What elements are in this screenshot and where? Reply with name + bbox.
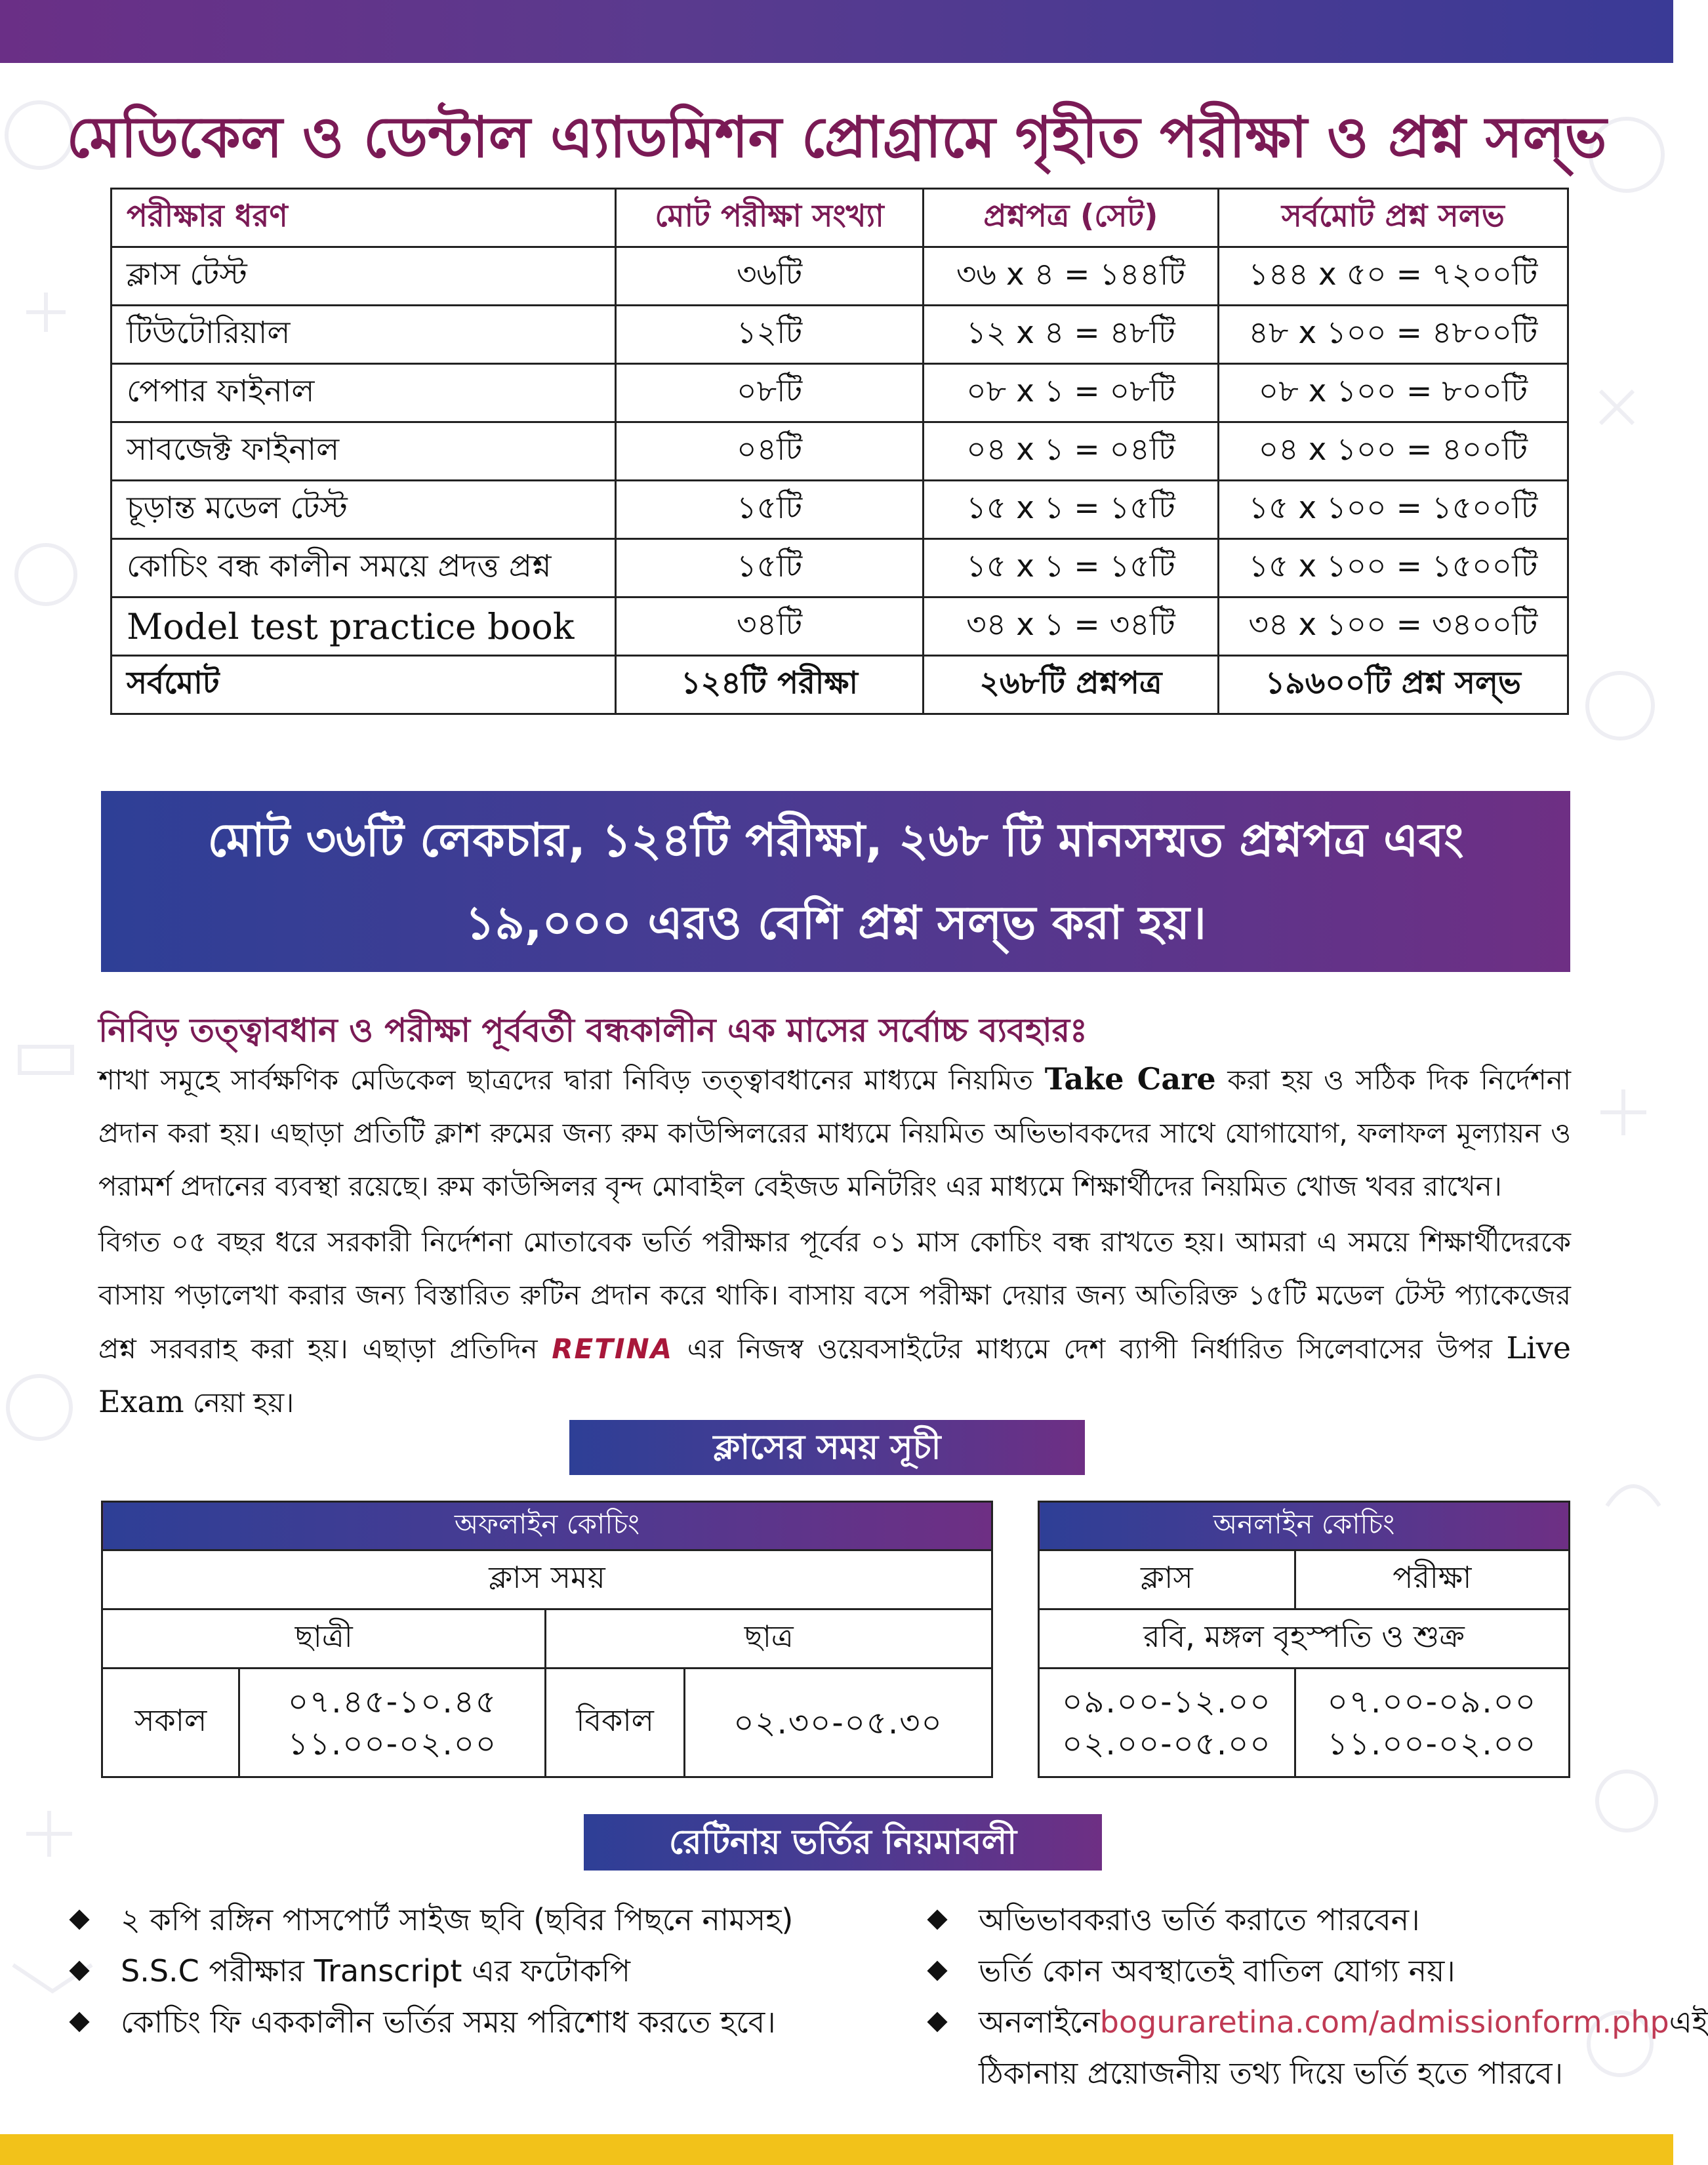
online-header: অনলাইন কোচিং xyxy=(1039,1502,1570,1550)
cell-exam-type: পেপার ফাইনাল xyxy=(112,364,616,422)
rule-item-online xyxy=(908,1996,1708,2048)
admission-form-link[interactable]: boguraretina.com/admissionform.php xyxy=(1099,2004,1669,2040)
summary-banner-line1: মোট ৩৬টি লেকচার, ১২৪টি পরীক্ষা, ২৬৮ টি মানসম্মত প্রশ্নপত্র এবং xyxy=(207,813,1464,867)
diamond-bullet-icon xyxy=(69,1909,89,1930)
cell-exam-type: সাবজেক্ট ফাইনাল xyxy=(112,422,616,481)
table-row xyxy=(112,306,1568,364)
live-exam-text: Live Exam xyxy=(98,1330,1571,1419)
online-class-time-1: ০৯.০০-১২.০০ xyxy=(1062,1683,1272,1720)
header-exam-count: মোট পরীক্ষা সংখ্যা xyxy=(615,189,923,247)
cell-question-set: ০৪ x ১ = ০৪টি xyxy=(924,422,1218,481)
summary-banner-line2: ১৯,০০০ এরও বেশি প্রশ্ন সল্ভ করা হয়। xyxy=(465,896,1206,950)
cell-total-solve: ০৪ x ১০০ = ৪০০টি xyxy=(1218,422,1568,481)
table-row xyxy=(112,481,1568,539)
offline-male-label: ছাত্র xyxy=(546,1609,992,1669)
cell-exam-count: ১৫টি xyxy=(615,481,923,539)
rules-left-list xyxy=(50,1894,903,2048)
cell-exam-type: Model test practice book xyxy=(112,597,616,656)
diamond-bullet-icon xyxy=(927,1909,947,1930)
rule-online-text-a: অনলাইনে xyxy=(979,2004,1100,2040)
admission-rules-title: রেটিনায় ভর্তির নিয়মাবলী xyxy=(584,1814,1102,1871)
cell-total-solve: ০৮ x ১০০ = ৮০০টি xyxy=(1218,364,1568,422)
rule-item xyxy=(50,1894,903,1945)
online-days: রবি, মঙ্গল বৃহস্পতি ও শুক্র xyxy=(1039,1609,1570,1669)
cell-exam-count: ১৫টি xyxy=(615,539,923,597)
header-exam-type: পরীক্ষার ধরণ xyxy=(112,189,616,247)
cell-exam-count: ০৪টি xyxy=(615,422,923,481)
top-color-bar xyxy=(0,0,1673,63)
online-exam-times xyxy=(1295,1669,1569,1777)
table-row xyxy=(112,247,1568,306)
cell-question-set: ১২ x ৪ = ৪৮টি xyxy=(924,306,1218,364)
cell-question-set: ৩৬ x ৪ = ১৪৪টি xyxy=(924,247,1218,306)
cell-question-set: ১৫ x ১ = ১৫টি xyxy=(924,481,1218,539)
cell-exam-count: ১২টি xyxy=(615,306,923,364)
header-question-set: প্রশ্নপত্র (সেট) xyxy=(924,189,1218,247)
rule-text: S.S.C পরীক্ষার Transcript এর ফটোকপি xyxy=(121,1953,630,1989)
diamond-bullet-icon xyxy=(69,1960,89,1981)
rule-item xyxy=(50,1996,903,2048)
rule-online-text-b: এই xyxy=(1669,2004,1708,2040)
table-row xyxy=(112,364,1568,422)
online-exam-time-2: ১১.০০-০২.০০ xyxy=(1327,1725,1537,1762)
offline-header: অফলাইন কোচিং xyxy=(102,1502,992,1550)
cell-question-set: ১৫ x ১ = ১৫টি xyxy=(924,539,1218,597)
cell-total-solve: ৪৮ x ১০০ = ৪৮০০টি xyxy=(1218,306,1568,364)
rule-item-continued xyxy=(908,2048,1656,2099)
schedule-title: ক্লাসের সময় সূচী xyxy=(569,1420,1085,1475)
offline-schedule-table xyxy=(101,1501,993,1778)
rule-text: ভর্তি কোন অবস্থাতেই বাতিল যোগ্য নয়। xyxy=(979,1953,1455,1989)
online-exam-time-1: ০৭.০০-০৯.০০ xyxy=(1327,1683,1537,1720)
cell-exam-count: ৩৬টি xyxy=(615,247,923,306)
offline-afternoon-label: বিকাল xyxy=(546,1669,684,1777)
take-care-text: Take Care xyxy=(1044,1061,1216,1097)
diamond-bullet-icon xyxy=(69,2012,89,2032)
online-schedule-table xyxy=(1038,1501,1570,1778)
cell-exam-type: ক্লাস টেস্ট xyxy=(112,247,616,306)
cell-exam-type: টিউটোরিয়াল xyxy=(112,306,616,364)
care-paragraph-2 xyxy=(98,1215,1571,1429)
cell-total-solve: ১৫ x ১০০ = ১৫০০টি xyxy=(1218,539,1568,597)
rule-text: ২ কপি রঙ্গিন পাসপোর্ট সাইজ ছবি (ছবির পিছনে নামসহ) xyxy=(121,1902,794,1937)
cell-total-solve: ১৫ x ১০০ = ১৫০০টি xyxy=(1218,481,1568,539)
offline-afternoon-time: ০২.৩০-০৫.৩০ xyxy=(684,1669,992,1777)
table-row xyxy=(112,539,1568,597)
exam-stats-table xyxy=(110,188,1569,715)
bottom-color-bar xyxy=(0,2134,1673,2165)
cell-total-label: সর্বমোট xyxy=(112,656,616,714)
offline-morning-times xyxy=(239,1669,546,1777)
diamond-bullet-icon xyxy=(927,1960,947,1981)
retina-brand-text: RETINA xyxy=(552,1333,674,1365)
diamond-bullet-icon xyxy=(927,2012,947,2032)
rule-item xyxy=(908,1894,1656,1945)
care-p2-text-a: বিগত ০৫ বছর ধরে সরকারী নির্দেশনা মোতাবেক ভর্তি পরীক্ষার পূর্বের ০১ মাস কোচিং বন্ধ রাখতে হয়। আমরা এ সময়ে শিক্ষার্থীদেরকে বাসায় পড়ালেখা করার জন্য বিস্তারিত রুটিন প্রদান করে থাকি। বাসায় বসে পরীক্ষা দেয়ার জন্য অতিরিক্ত ১৫টি মডেল টেস্ট প্যাকেজের প্রশ্ন সরবরাহ করা হয়। এছাড়া প্রতিদিন xyxy=(98,1226,1571,1365)
table-row xyxy=(112,422,1568,481)
rule-item xyxy=(908,1945,1656,1996)
table-row xyxy=(112,597,1568,656)
offline-morning-time-1: ০৭.৪৫-১০.৪৫ xyxy=(287,1683,498,1720)
cell-total-questions-solved: ১৯৬০০টি প্রশ্ন সল্ভ xyxy=(1218,656,1568,714)
cell-total-solve: ১৪৪ x ৫০ = ৭২০০টি xyxy=(1218,247,1568,306)
cell-exam-count: ০৮টি xyxy=(615,364,923,422)
online-class-label: ক্লাস xyxy=(1039,1550,1295,1609)
rule-item xyxy=(50,1945,903,1996)
header-total-solve: সর্বমোট প্রশ্ন সলভ xyxy=(1218,189,1568,247)
offline-morning-time-2: ১১.০০-০২.০০ xyxy=(287,1725,498,1762)
cell-total-solve: ৩৪ x ১০০ = ৩৪০০টি xyxy=(1218,597,1568,656)
care-paragraph-1 xyxy=(98,1053,1571,1213)
offline-morning-label: সকাল xyxy=(102,1669,239,1777)
cell-exam-type: চূড়ান্ত মডেল টেস্ট xyxy=(112,481,616,539)
care-p1-text-b: করা হয় ও সঠিক দিক নির্দেশনা প্রদান করা হয়। এছাড়া প্রতিটি ক্লাশ রুমের জন্য রুম কাউন্সিলরের মাধ্যমে নিয়মিত অভিভাবকদের সাথে যোগাযোগ, ফলাফল মূল্যায়ন ও পরামর্শ প্রদানের ব্যবস্থা রয়েছে। রুম কাউন্সিলর বৃন্দ মোবাইল বেইজড মনিটরিং এর মাধ্যমে শিক্ষার্থীদের নিয়মিত খোজ খবর রাখেন। xyxy=(98,1064,1571,1202)
offline-female-label: ছাত্রী xyxy=(102,1609,546,1669)
rule-text: অভিভাবকরাও ভর্তি করাতে পারবেন। xyxy=(979,1902,1420,1937)
cell-exam-type: কোচিং বন্ধ কালীন সময়ে প্রদত্ত প্রশ্ন xyxy=(112,539,616,597)
rule-online-text-c: ঠিকানায় প্রয়োজনীয় তথ্য দিয়ে ভর্তি হতে পারবে। xyxy=(979,2055,1564,2091)
cell-question-set: ০৮ x ১ = ০৮টি xyxy=(924,364,1218,422)
table-header-row xyxy=(112,189,1568,247)
cell-total-exams: ১২৪টি পরীক্ষা xyxy=(615,656,923,714)
care-p1-text-a: শাখা সমূহে সার্বক্ষণিক মেডিকেল ছাত্রদের দ্বারা নিবিড় তত্ত্বাবধানের মাধ্যমে নিয়মিত xyxy=(98,1064,1045,1096)
care-p2-text-b: এর নিজস্ব ওয়েবসাইটের মাধ্যমে দেশ ব্যাপী নির্ধারিত সিলেবাসের উপর xyxy=(673,1333,1507,1365)
care-heading: নিবিড় তত্ত্বাবধান ও পরীক্ষা পূর্ববর্তী বন্ধকালীন এক মাসের সর্বোচ্চ ব্যবহারঃ xyxy=(98,1011,1088,1049)
page-title: মেডিকেল ও ডেন্টাল এ্যাডমিশন প্রোগ্রামে গৃহীত পরীক্ষা ও প্রশ্ন সল্ভ xyxy=(66,105,1607,171)
online-exam-label: পরীক্ষা xyxy=(1295,1550,1569,1609)
cell-question-set: ৩৪ x ১ = ৩৪টি xyxy=(924,597,1218,656)
cell-total-question-sets: ২৬৮টি প্রশ্নপত্র xyxy=(924,656,1218,714)
cell-exam-count: ৩৪টি xyxy=(615,597,923,656)
table-total-row xyxy=(112,656,1568,714)
online-class-time-2: ০২.০০-০৫.০০ xyxy=(1062,1725,1272,1762)
online-class-times xyxy=(1039,1669,1295,1777)
rules-right-list xyxy=(908,1894,1708,2099)
offline-class-time-label: ক্লাস সময় xyxy=(102,1550,992,1609)
rule-text: কোচিং ফি এককালীন ভর্তির সময় পরিশোধ করতে হবে। xyxy=(121,2004,776,2040)
summary-banner xyxy=(101,791,1570,972)
care-p2-text-c: নেয়া হয়। xyxy=(184,1386,295,1419)
